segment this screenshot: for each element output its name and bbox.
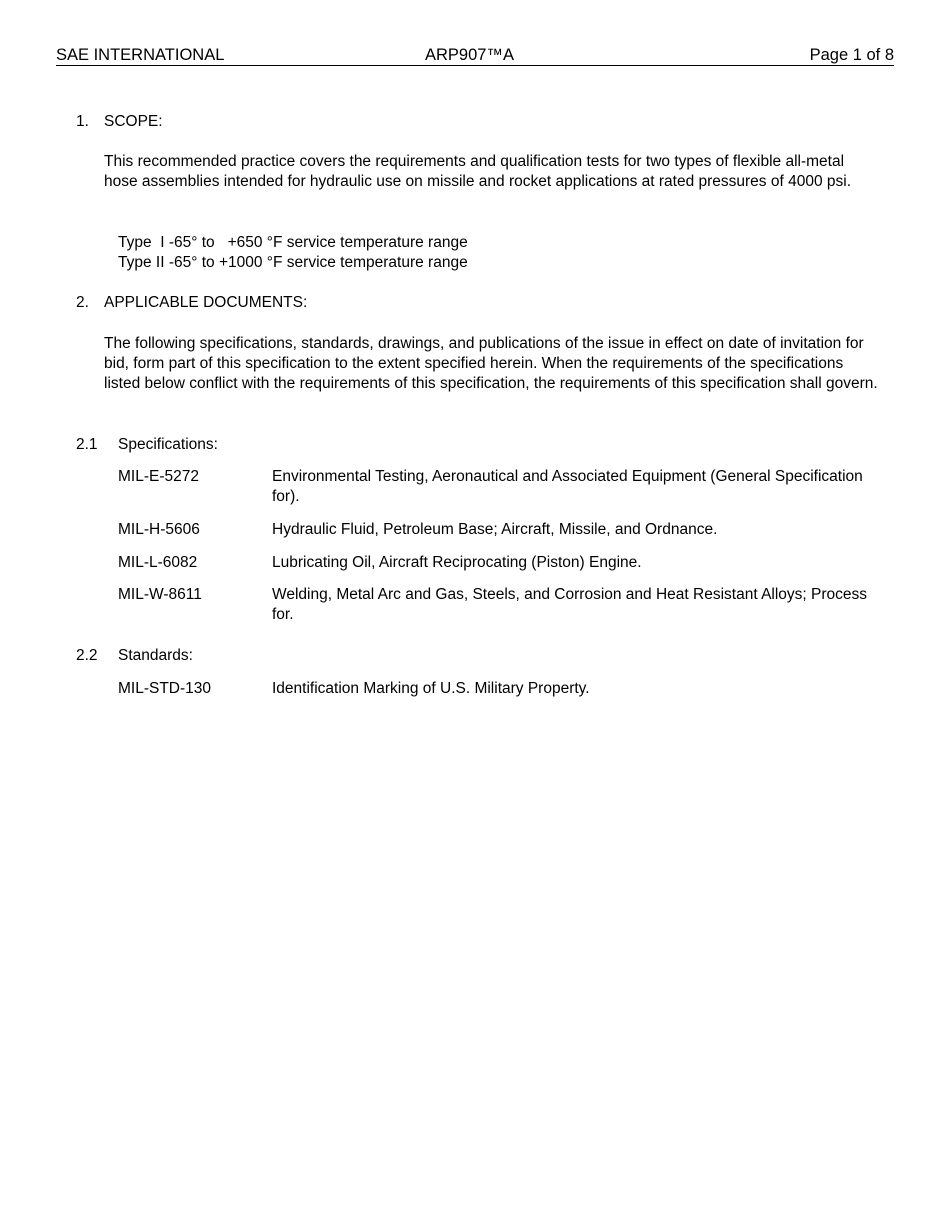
section-2-2-title: Standards: xyxy=(118,647,193,664)
type-1-line: Type I -65° to +650 °F service temperature range xyxy=(118,234,468,251)
spec-code: MIL-E-5272 xyxy=(118,468,199,485)
section-1-paragraph: This recommended practice covers the requirements and qualification tests for two types of flexible all-metal hose assemblies intended for hydraulic use on missile and rocket applications at rated pressures of 4000 psi. xyxy=(104,153,851,190)
spec-description: Welding, Metal Arc and Gas, Steels, and Corrosion and Heat Resistant Alloys; Process for. xyxy=(272,586,868,623)
spec-code: MIL-L-6082 xyxy=(118,554,198,571)
standard-description: Identification Marking of U.S. Military Property. xyxy=(272,680,590,697)
spec-description: Environmental Testing, Aeronautical and Associated Equipment (General Specification for). xyxy=(272,468,863,505)
section-2-title: APPLICABLE DOCUMENTS: xyxy=(104,294,308,311)
spec-code: MIL-W-8611 xyxy=(118,586,202,603)
section-2-number: 2. xyxy=(76,294,89,311)
section-2-1-number: 2.1 xyxy=(76,436,98,453)
page-header xyxy=(56,45,894,66)
standard-code: MIL-STD-130 xyxy=(118,680,212,697)
section-1-number: 1. xyxy=(76,113,89,130)
header-organization: SAE INTERNATIONAL xyxy=(56,46,225,64)
spec-code: MIL-H-5606 xyxy=(118,521,200,538)
spec-description: Lubricating Oil, Aircraft Reciprocating (Piston) Engine. xyxy=(272,554,642,571)
section-2-1-title: Specifications: xyxy=(118,436,218,453)
header-document-id: ARP907™A xyxy=(425,46,514,64)
section-1-title: SCOPE: xyxy=(104,113,163,130)
header-page-number: Page 1 of 8 xyxy=(809,46,894,64)
spec-description: Hydraulic Fluid, Petroleum Base; Aircraft, Missile, and Ordnance. xyxy=(272,521,718,538)
section-2-paragraph: The following specifications, standards, drawings, and publications of the issue in effect on date of invitation for bid, form part of this specification to the extent specified herein. When the requirements of the specifications listed below conflict with the requirements of this specification, the requirements of this specification shall govern. xyxy=(104,335,878,392)
type-2-line: Type II -65° to +1000 °F service temperature range xyxy=(118,254,468,271)
section-2-2-number: 2.2 xyxy=(76,647,98,664)
